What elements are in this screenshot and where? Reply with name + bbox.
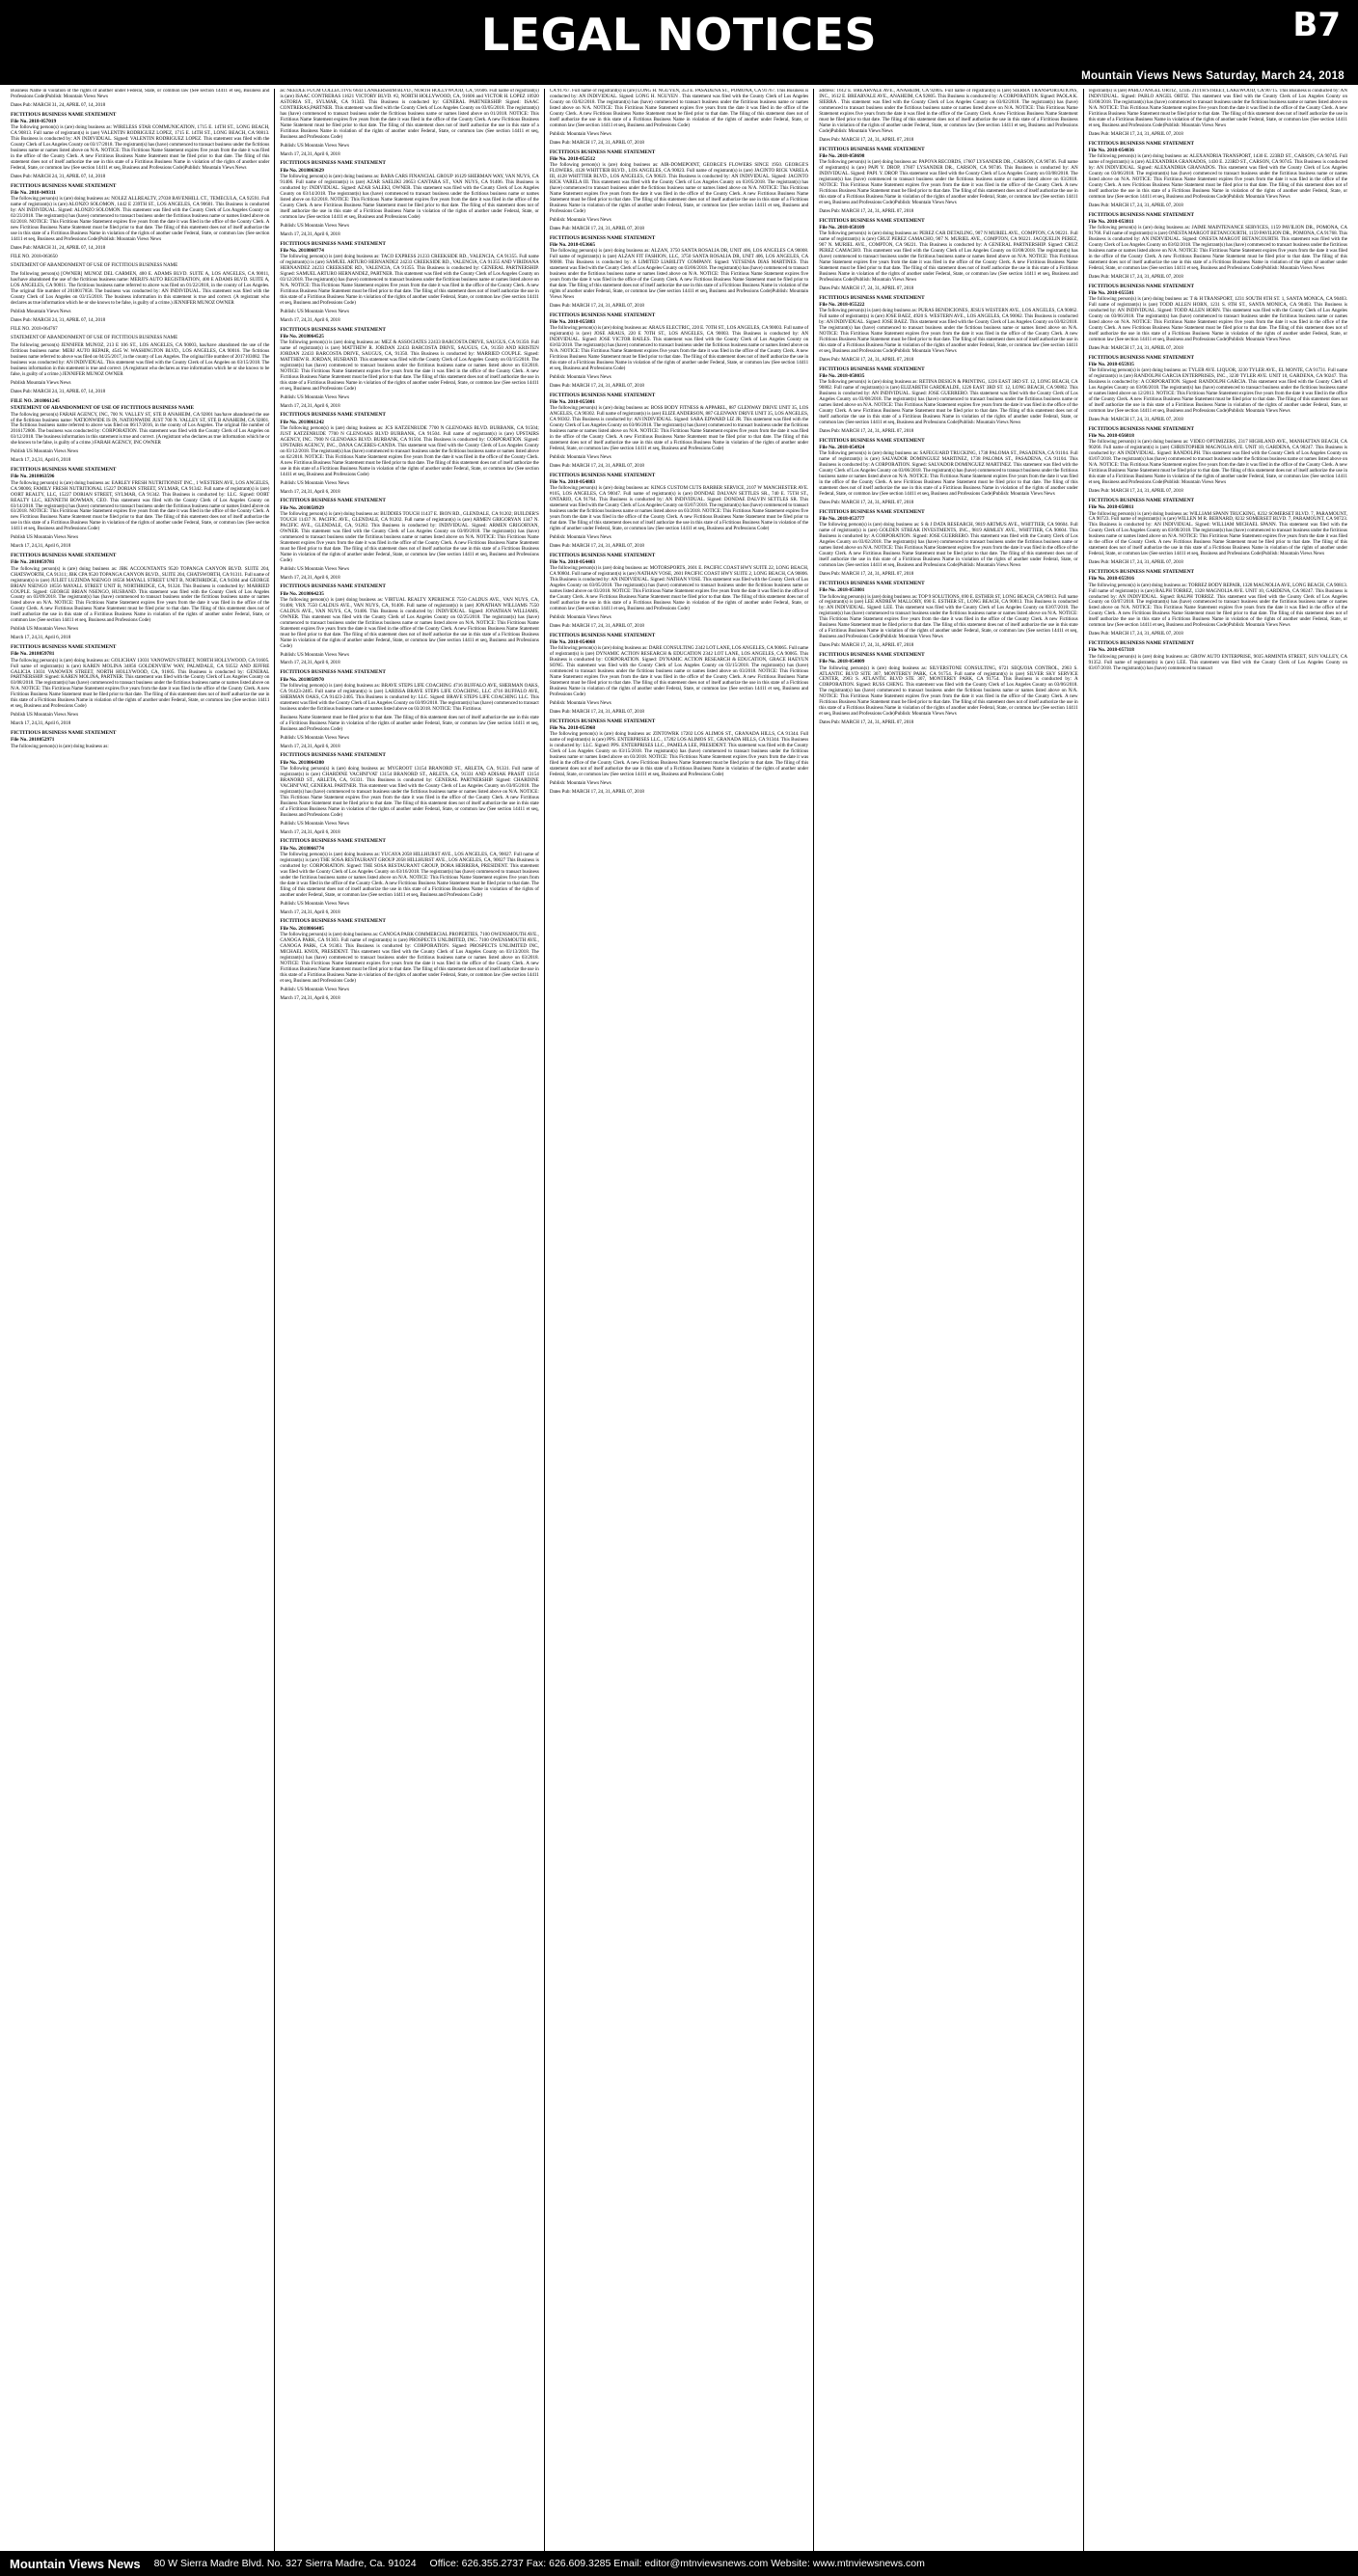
notice-heading: FICTITIOUS BUSINESS NAME STATEMENT [549, 234, 656, 241]
notice-body: Dates Pub: MARCH 17, 24, 31, APRIL 07, 2018 [819, 499, 914, 505]
notice-body: Dates Pub: MARCH 17, 24, 31, APRIL 07, 2018 [549, 542, 644, 549]
notice-body: Dates Pub: MARCH 17, 24, 31, APRIL 07, 2018 [549, 382, 644, 389]
notice-heading: FICTITIOUS BUSINESS NAME STATEMENT [11, 644, 117, 651]
notice-column-2 [275, 89, 544, 2554]
notice-heading: File No. 2018066405 [280, 925, 324, 932]
notice-body: Publish US Mountain Views News [11, 626, 79, 633]
notice-body: March 17, 24,31, April 6, 2018 [280, 908, 340, 915]
notice-heading: FICTITIOUS BUSINESS NAME STATEMENT [280, 240, 386, 247]
notice-heading: File No. 2018-058109 [819, 224, 865, 230]
notice-body: The following person(s) is (are) doing business as: TACO EXPRESS 21233 CREEKSIDE RD., VALENCIA, CA 91355. Full name of registrant(s) is (are) SAMUEL ARTURO HERNANDEZ 24233 CREEKSIDE RD., VALENCIA, CA 91355 AND VIRIDIANA HERNANDEZ 24233 CREEKSIDE RD., VALENCIA, CA 91355. This Business is conducted by: GENERAL PARTNERSHIP. Signed: SAMUEL ARTURO HERNANDEZ, PARTNER. This statement was filed with the County Clerk of Los Angeles County on 03/12/2018. The registrant(s) has (have) commenced to transact business under the fictitious business name or names listed above on N/A. NOTICE: This Fictitious Name Statement expires five years from the date it was filed in the office of the County Clerk. A new Fictitious Business Name Statement must be filed prior to that date. The filing of this statement does not of itself authorize the use in this state of a Fictitious Business Name in violation of the rights of another under Federal, State, or common law (See section 14411 et seq, Business and Professions Code) [280, 254, 539, 306]
notice-body: Dates Pub: MARCH 17, 24, 31, APRIL 07, 2018 [1088, 130, 1183, 137]
notice-heading: File No. 2018-055935 [1088, 362, 1134, 368]
notice-heading: File No. 2018-055222 [819, 301, 865, 308]
notice-body: The following person(s) FARAH AGENCY, INC, 700 N. VALLEY ST, STE B ANAHEIM, CA 92801 has/have abandoned the use of the fictitious business name: NATIONWIDE IS IN, NATIONWIDE JUST 700 N. VALLEY ST, STE B ANAHEIM, CA 92801. The fictitious business name referred to above was filed on 06/17/2016, in the county of Los Angeles. The original file number of 2016172806. The business was conducted by: CORPORATION. This statement was filed with the County Clerk of Los Angeles on 03/12/2018. The business information in this statement is true and correct. (A registrant who declares as true information which he or she knows to be false, is guilty of a crime.) FARAH AGENCY, INC OWNER [11, 411, 270, 447]
notice-body: The following person(s) is (are) doing business as: RETINA DESIGN & PRINTING, 1226 EAST 3RD ST. 12, LONG BEACH, CA 90802. Full name of registrant(s) is (are) ELIZABETH GARDEALDE, 1226 EAST 3RD ST. 12, LONG BEACH, CA 90802. This Business is conducted by: AN INDIVIDUAL. Signed: JOSE GUERRERO. This statement was filed with the County Clerk of Los Angeles County on 03/08/2018. The registrant(s) has (have) commenced to transact business under the fictitious business name or names listed above on N/A. NOTICE: This Fictitious Name Statement expires five years from the date it was filed in the office of the County Clerk. A new Fictitious Business Name Statement must be filed prior to that date. The filing of this statement does not of itself authorize the use in this state of a Fictitious Business Name in violation of the rights of another under Federal, State, or common law (See section 14411 et seq, Business and Professions Code)Publish: Mountain Views News [819, 379, 1078, 425]
notice-body: Publish: Mountain Views News [549, 373, 611, 380]
notice-body: Dates Pub: MARCH 17, 24, 31, APRIL 07, 2018 [549, 708, 644, 715]
notice-body: CA 91767. Full name of registrant(s) is (are) LONG H. NGUYEN, 353 E. PASADENA ST., POMONA, CA 91767. This Business is conducted by: AN INDIVIDUAL. Signed: LONG H. NGUYEN . This statement was filed with the County Clerk of Los Angeles County on 03/02/2018. The registrant(s) has (have) commenced to transact business under the fictitious business name or names listed above on N/A. NOTICE: This Fictitious Name Statement expires five years from the date it was filed in the office of the County Clerk. A new Fictitious Business Name Statement must be filed prior to that date. The filing of this statement does not of itself authorize the use in this state of a Fictitious Business Name in violation of the rights of another under Federal, State, or common law (See section 14411 et seq, Business and Professions Code) [549, 89, 809, 128]
notice-heading: File No. 2018-055501 [1088, 290, 1134, 297]
notice-body: Publish: Mountain Views News [549, 699, 611, 706]
notice-body: Dates Pub: MARCH 17, 24, 31, APRIL 07, 2018 [549, 788, 644, 795]
notice-heading: FICTITIOUS BUSINESS NAME STATEMENT [280, 838, 386, 845]
notice-heading: FICTITIOUS BUSINESS NAME STATEMENT [819, 294, 925, 301]
notice-body: March 17, 24,31, April 6, 2018 [280, 660, 340, 666]
notice-body: STATEMENT OF ABANDONMENT OF USE OF FICTITIOUS BUSINESS NAME [11, 261, 178, 268]
notice-heading: FICTITIOUS BUSINESS NAME STATEMENT [549, 392, 656, 398]
notice-body: Publish: Mountain Views News [549, 533, 611, 540]
notice-body: March 17, 24,31, April 6, 2018 [280, 743, 340, 749]
notice-body: Business Name Statement must be filed prior to that date. The filing of this statement does not of itself authorize the use in this state of a Fictitious Business Name in violation of the rights of another under Federal, State, or common law (See section 14411 et seq, Business and Professions Code) [280, 714, 539, 732]
notice-heading: FICTITIOUS BUSINESS NAME STATEMENT [819, 437, 925, 444]
notice-body: The following person(s) is (are) doing business as: GROW AUTO ENTERPRISE, 9035 ARMINTA STREET, SUN VALLEY, CA 91352. Full name of registrant(s) is (are) LEE. This statement was filed with the County Clerk of Los Angeles County on 03/07/2018. The registrant(s) has (have) commenced to transact [1088, 653, 1348, 671]
notice-heading: File No. 2018-055001 [549, 398, 596, 405]
footer-address: 80 W Sierra Madre Blvd. No. 327 Sierra Madre, Ca. 91024 [153, 2558, 417, 2569]
notice-heading: FICTITIOUS BUSINESS NAME STATEMENT [11, 467, 117, 474]
notice-heading: FICTITIOUS BUSINESS NAME STATEMENT [280, 412, 386, 419]
notice-heading: FICTITIOUS BUSINESS NAME STATEMENT [280, 160, 386, 167]
notice-body: Publish US Mountain Views News [11, 448, 79, 455]
notice-heading: File No. 2018052971 [11, 737, 55, 744]
notice-body: Publish: Mountain Views News [549, 613, 611, 620]
notice-body: Publish: US Mountain Views News [280, 820, 349, 827]
notice-heading: File No. 2018-053801 [819, 587, 865, 594]
notice-heading: File No. 2018-054924 [819, 445, 865, 451]
notice-body: The following person(s) is (are) doing business as: MEZ & ASSOCIATES 22433 BARCOSTA DRIVE, SAUGUS, CA 91350. Full name of registrant(s) is (are) MATTHEW R. JORDAN 22433 BARCOSTA DRIVE, SAUGUS, CA, 91350 AND KRISTEN JORDAN 22433 BARCOSTA DRIVE, SAUGUS, CA, 91350. This Business is conducted by: MARRIED COUPLE. Signed: MATTHEW R. JORDAN, HUSBAND. This statement was filed with the County Clerk of Los Angeles County on 03/15/2018. The registrant(s) has (have) commenced to transact business under the fictitious business name or names listed above on 03/2018. NOTICE: This Fictitious Name Statement expires five years from the date it was filed in the office of the County Clerk. A new Fictitious Business Name Statement must be filed prior to that date. The filing of this statement does not of itself authorize the use in this state of a Fictitious Business Name in violation of the rights of another under Federal, State, or common law (See section 14411 et seq, Business and Professions Code) [280, 339, 539, 392]
notice-heading: FICTITIOUS BUSINESS NAME STATEMENT [819, 508, 925, 515]
notice-heading: FICTITIOUS BUSINESS NAME STATEMENT [1088, 211, 1195, 218]
notice-body: The following person(s) is (are) doing business as: BUDDIES TOUCH 11437 E. IRON RD., GLENDALE, CA 91202; BUILDER'S TOUCH 11437 N. PACIFIC AVE., GLENDALE, CA 91202. Full name of registrant(s) is (are) ARMEN GRIGORYAN 1347 N. PACIFIC AVE., GLENDALE, CA, 91202. This Business is conducted by: INDIVIDUAL. Signed: ARMEN GRIGORYAN, OWNER. This statement was filed with the County Clerk of Los Angeles County on 03/09/2018. The registrant(s) has (have) commenced to transact business under the fictitious business name or names listed above on N/A. NOTICE: This Fictitious Name Statement expires five years from the date it was filed in the office of the County Clerk. A new Fictitious Business Name Statement must be filed prior to that date. The filing of this statement does not of itself authorize the use in this state of a Fictitious Business Name in violation of the rights of another under Federal, State, or common law (See section 14411 et seq, Business and Professions Code) [280, 510, 539, 563]
notice-heading: File No. 2018061242 [280, 419, 324, 425]
notice-heading: FICTITIOUS BUSINESS NAME STATEMENT [549, 718, 656, 724]
notice-body: The following person(s) is (are) doing business as: MYGROOT 13154 BRANORD ST., ARLETA, CA, 91331. Full name of registrant(s) is (are) CHARDINE VACHNI'VAT 13154 BRANORD ST., ARLETA, CA, 91331 AND ADISAK PRASIT 13154 BRANORD ST., ARLETA, CA, 91331. This Business is conducted by: GENERAL PARTNERSHIP. Signed: CHARDINE VACHNI'VAT, GENERAL PARTNER. This statement was filed with the County Clerk of Los Angeles County on 03/05/2018. The registrant(s) has (have) commenced to transact business under the fictitious business name or names listed above on N/A. NOTICE: This Fictitious Name Statement expires five years from the date it was filed in the office of the County Clerk. A new Fictitious Business Name Statement must be filed prior to that date. The filing of this statement does not of itself authorize the use in this state of a Fictitious Business Name in violation of the rights of another under Federal, State, or common law (See section 14411 et seq, Business and Professions Code) [280, 765, 539, 818]
notice-body: Publish Mountain Views News [11, 380, 71, 387]
notice-heading: File No. 2018-053777 [819, 516, 865, 523]
notice-body: The following person(s) is (are) doing business as: ARAUS ELECTRIC, 220 E. 70TH ST., LOS ANGELES, CA 90003. Full name of registrant(s) is (are) JOSE ARAUS, 220 E 70TH ST., LOS ANGELES, CA 90003. This Business is conducted by: AN INDIVIDUAL. Signed: JOSE VICTOR BAILES. This statement was filed with the County Clerk of Los Angeles County on 03/02/2018. The registrant(s) has (have) commenced to transact business under the fictitious business name or names listed above on N/A. NOTICE: This Fictitious Name Statement expires five years from the date it was filed in the office of the County Clerk. A new Fictitious Business Name Statement must be filed prior to that date. The filing of this statement does not of itself authorize the use in this state of a Fictitious Business Name in violation of the rights of another under Federal, State, or common law (See section 14411 et seq, Business and Professions Code) [549, 325, 809, 371]
notice-body: Dates Pub: MARCH 17, 24, 31, APRIL 07, 2018 [819, 207, 914, 214]
notice-heading: File No. 2018-057019 [11, 119, 57, 125]
notice-heading: File No. 2018-056818 [1088, 433, 1134, 440]
notice-body: The following person(s) [OWNER] MUNOZ DEL CARMEN, 400 E. ADAMS BLVD. SUITE A, LOS ANGELES, CA 90011, has/have abandoned the use of the fictitious business name: MERJI'S AUTO REGISTRATION, 400 E ADAMS BLVD. SUITE A, LOS ANGELES, CA 90011. The fictitious business name referred to above was filed on 01/22/2018, in the county of Los Angeles. The original file number of 2018017858. The business was conducted by: AN INDIVIDUAL. This statement was filed with the County Clerk of Los Angeles on 03/15/2018. The business information in this statement is true and correct. (A registrant who declares as true information which he or she knows to be false, is guilty of a crime.) JENNIFER MUNOZ OWNER [11, 270, 270, 306]
notice-heading: File No. 2018064235 [280, 590, 324, 597]
notice-body: Dates Pub: MARCH 17, 24, 31, APRIL 07, 2018 [1088, 202, 1183, 208]
notice-heading: FICTITIOUS BUSINESS NAME STATEMENT [549, 149, 656, 155]
notice-body: Dates Pub: MARCH 17, 24, 31, APRIL 07, 2018 [1088, 488, 1183, 495]
notice-body: Dates Pub: MARCH 24, 31, APRIL 07, 14, 2018 [11, 389, 106, 395]
notice-body: The following person(s) is (are) doing business as: WILLIAM SPANN TRUCKING, 8232 SOMERSET BLVD. 7, PARAMOUNT, CA 90723. Full name of registrant(s) is (are) WILLEN M R. BERNARD, 8232 SOMERSET BLVD. 7, PARAMOUNT, CA 90723. This Business is conducted by: AN INDIVIDUAL. Signed: WILLIAM MICHAEL SPANN. This statement was filed with the County Clerk of Los Angeles County on 03/08/2018. The registrant(s) has (have) commenced to transact business under the fictitious business name or names listed above on N/A. NOTICE: This Fictitious Name Statement expires five years from the date it was filed in the office of the County Clerk. A new Fictitious Business Name Statement must be filed prior to that date. The filing of this statement does not of itself authorize the use in this state of a Fictitious Business Name in violation of the rights of another under Federal, State, or common law (See section 14411 et seq, Business and Professions Code)Publish: Mountain Views News [1088, 510, 1348, 557]
notice-heading: FICTITIOUS BUSINESS NAME STATEMENT [1088, 283, 1195, 289]
notice-body: Publish: US Mountain Views News [280, 900, 349, 907]
notice-body: Dates Pub: MARCH 17, 24, 31, APRIL 07, 2018 [549, 622, 644, 629]
notice-body: address: 1612 E. BREARVALE AVE., ANAHEIM, CA 92805. Full name of registrant(s) is (are) SIERRA TRANSPORTATIONS, INC., 1612 E. BREARVALE AVE., ANAHEIM, CA 92805. This Business is conducted by: A CORPORATION. Signed: PAOLA K. SIERRA . This statement was filed with the County Clerk of Los Angeles County on 03/02/2018. The registrant(s) has (have) commenced to transact business under the fictitious business name or names listed above on N/A. NOTICE: This Fictitious Name Statement expires five years from the date it was filed in the office of the County Clerk. A new Fictitious Business Name Statement must be filed prior to that date. The filing of this statement does not of itself authorize the use in this state of a Fictitious Business Name in violation of the rights of another under Federal, State, or common law (See section 14411 et seq, Business and Professions Code)Publish: Mountain Views News [819, 89, 1078, 134]
notice-body: The following person(s) JENNIFER MUNOZ, 213 E 106 ST., LOS ANGELES, CA 90003, has/have abandoned the use of the fictitious business name: MERJ AUTO REPAIR, 4545 W. WASHINGTON BLVD., LOS ANGELES, CA 90016. The fictitious business name referred to above was filed on 04/25/2017, in the county of Los Angeles. The original file number of 2017103082. The business was conducted by: AN INDIVIDUAL. This statement was filed with the County Clerk of Los Angeles on 03/15/2018. The business information in this statement is true and correct. (A registrant who declares as true information which he or she knows to be false, is guilty of a crime.) JENNIFER MUNOZ OWNER [11, 342, 270, 378]
notice-heading: File No. 2018-054068 [549, 638, 596, 645]
notice-heading: File No. 2018059781 [11, 651, 55, 658]
notice-body: The following person(s) is (are) doing business as: JCS KATZENRUDE 7700 N GLENOAKS BLVD. BURBANK, CA 91504; JUST KATZENRUDE 7700 N GLENOAKS BLVD BURBANK, CA 91504. Full name of registrant(s) is (are) UPSTAIRS AGENCY, INC. 7900 N GLENOAKS BLVD. BURBANK, CA 91504. This Business is conducted by: CORPORATION. Signed: UPSTAIRS AGENCY, INC., DANA CACERES-CANDA. This statement was filed with the County Clerk of Los Angeles County on 03/12/2018. The registrant(s) has (have) commenced to transact business under the fictitious business name or names listed above on 02/2018. NOTICE: This Fictitious Name Statement expires five years from the date it was filed in the office of the County Clerk. A new Fictitious Business Name Statement must be filed prior to that date. The filing of this statement does not of itself authorize the use in this state of a Fictitious Business Name in violation of the rights of another under Federal, State, or common law (See section 14411 et seq, Business and Professions Code) [280, 424, 539, 477]
notice-body: March 17, 24,31, April 6, 2018 [280, 316, 340, 323]
notice-heading: File No. 2018-057318 [1088, 647, 1134, 654]
notice-body: March 17, 24,31, April 6, 2018 [11, 720, 71, 727]
notice-column-3 [545, 89, 814, 2554]
notice-column-1 [6, 89, 275, 2554]
notice-body: The following person(s) is (are) doing business as: SILVERSTONE CONSULTING, 6721 SEQUOIA CONTROL, 2903 S. ATLANTIC BLVD SITE 307, MONTEREY PARK, CA 91754. Full name of registrant(s) is (are) SILVER SKY SERVICE CENTER, 2903 S. ATLANTIC BLVD STE 307, MONTEREY PARK, CA 91754. This Business is conducted by: A CORPORATION. Signed: RUSS CHENG. This statement was filed with the County Clerk of Los Angeles County on 03/06/2018. The registrant(s) has (have) commenced to transact business under the fictitious business name or names listed above on N/A. NOTICE: This Fictitious Name Statement expires five years from the date it was filed in the office of the County Clerk. A new Fictitious Business Name Statement must be filed prior to that date. The filing of this statement does not of itself authorize the use in this state of a Fictitious Business Name in violation of the rights of another under Federal, State, or common law (See section 14411 et seq, Business and Professions Code)Publish: Mountain Views News [819, 664, 1078, 718]
notice-heading: FICTITIOUS BUSINESS NAME STATEMENT [549, 312, 656, 318]
notice-body: March 17, 24,31, April 6, 2018 [11, 635, 71, 641]
notice-body: Dates Pub: MARCH 17, 24, 31, APRIL 07, 2018 [819, 356, 914, 363]
legal-notices-columns [0, 85, 1358, 2554]
notice-body: The following person(s) is (are) doing business as: SAFEGUARD TRUCKING, 1738 PALOMA ST., PASADENA, CA 91104. Full name of registrant(s) is (are) SALVADOR DOMINGUEZ MARTINEZ, 1738 PALOMA ST., PASADENA, CA 91104. This Business is conducted by: A CORPORATION. Signed: SALVADOR DOMINGUEZ MARTINEZ. This statement was filed with the County Clerk of Los Angeles County on 03/06/2018. The registrant(s) has (have) commenced to transact business under the fictitious business name or names listed above on N/A. NOTICE: This Fictitious Name Statement expires five years from the date it was filed in the office of the County Clerk. A new Fictitious Business Name Statement must be filed prior to that date. The filing of this statement does not of itself authorize the use in this state of a Fictitious Business Name in violation of the rights of another under Federal, State, or common law (See section 14411 et seq, Business and Professions Code)Publish: Mountain Views News [819, 450, 1078, 498]
notice-heading: File No. 2018-058698 [819, 152, 865, 159]
notice-heading: File No. 2018-053811 [1088, 218, 1134, 225]
notice-heading: File No. 2018-055916 [1088, 576, 1134, 583]
notice-body: The following person(s) is (are) doing business as: EARLEY FRESH NUTRITIONIST INC., 1 WESTERN AVE, LOS ANGELES, CA 90006; FAMILY FRESH NUTRITIONAL 15227 DORIAN STREET, SYLMAR, CA 91342. Full name of registrant(s) is (are) OORT REALTY, LLC, 15227 DORIAN STREET, SYLMAR, CA 91342. This Business is conducted by: LLC. Signed: OORT REALTY LLC, KENNETH BOWMAN, CEO. This statement was filed with the County Clerk of Los Angeles County on 03/14/2018. The registrant(s) has (have) commenced to transact business under the fictitious business name or names listed above on 03/2018. NOTICE: This Fictitious Name Statement expires five years from the date it was filed in the office of the County Clerk. A new Fictitious Business Name Statement must be filed prior to that date. The filing of this statement does not of itself authorize the use in this state of a Fictitious Business Name in violation of the rights of another under Federal, State, or common law (See section 14411 et seq, Business and Professions Code) [11, 479, 270, 532]
notice-body: The following person(s) is (are) doing business as: VIDEO OPTIMIZERS, 2317 HIGHLAND AVE., MANHATTAN BEACH, CA 90266. Full name of registrant(s) is (are) CHRISTOPHER MAGNOLIA AVE. UNIT 10, GARDENA, CA 90247. This Business is conducted by: AN INDIVIDUAL. Signed: RANDOLPH. This statement was filed with the County Clerk of Los Angeles County on 03/07/2018. The registrant(s) has (have) commenced to transact business under the fictitious business name or names listed above on N/A. NOTICE: This Fictitious Name Statement expires five years from the date it was filed in the office of the County Clerk. A new Fictitious Business Name Statement must be filed prior to that date. The filing of this statement does not of itself authorize the use in this state of a Fictitious Business Name in violation of the rights of another under Federal, State, or common law (See section 14411 et seq, Business and Professions Code)Publish: Mountain Views News [1088, 439, 1348, 486]
notice-heading: FICTITIOUS BUSINESS NAME STATEMENT [819, 217, 925, 224]
notice-heading: FICTITIOUS BUSINESS NAME STATEMENT [280, 498, 386, 504]
footer-paper-name: Mountain Views News [10, 2556, 141, 2571]
notice-body: Publish: US Mountain Views News [280, 651, 349, 658]
notice-body: The following person(s) is (are) doing business as: WIRELESS STAR COMMUNICATION, 1715 E. 14TH ST., LONG BEACH, CA 90813. Full name of registrant(s) is (are) VALENTIN RODRIGUEZ LOPEZ, 1715 E. 14TH ST., LONG BEACH, CA 90813. This Business is conducted by: AN INDIVIDUAL. Signed: VALENTIN RODRIGUEZ LOPEZ. This statement was filed with the County Clerk of Los Angeles County on 03/17/2018. The registrant(s) has (have) commenced to transact business under the fictitious business name or names listed above on N/A. NOTICE: This Fictitious Name Statement expires five years from the date it was filed in the office of the County Clerk. A new Fictitious Business Name Statement must be filed prior to that date. The filing of this statement does not of itself authorize the use in this state of a Fictitious Business Name in violation of the rights of another under Federal, State, or common law (See section 14411 et seq, Business and Professions Code)Publish: Mountain Views News [11, 124, 270, 172]
notice-body: The following person(s) is (are) doing business as: T & H TRANSPORT, 1231 SOUTH 8TH ST. 1, SANTA MONICA, CA 90403. Full name of registrant(s) is (are) TODD ALLEN HORN, 1231 S. 8TH ST., SANTA MONICA, CA 90403. This Business is conducted by: AN INDIVIDUAL. Signed: TODD ALLEN HORN. This statement was filed with the County Clerk of Los Angeles County on 03/06/2018. The registrant(s) has (have) commenced to transact business under the fictitious business name or names listed above on N/A. NOTICE: This Fictitious Name Statement expires five years from the date it was filed in the office of the County Clerk. A new Fictitious Business Name Statement must be filed prior to that date. The filing of this statement does not of itself authorize the use in this state of a Fictitious Business Name in violation of the rights of another under Federal, State, or common law (See section 14411 et seq, Business and Professions Code)Publish: Mountain Views News [1088, 296, 1348, 342]
notice-body: The following person(s) is (are) doing business as: TORREZ BODY REPAIR, 1328 MAGNOLIA AVE, LONG BEACH, CA 90813. Full name of registrant(s) is (are) RALPH TORREZ, 1328 MAGNOLIA AVE. UNIT 10, GARDENA, CA 90247. This Business is conducted by: AN INDIVIDUAL. Signed: RALPH TORREZ. This statement was filed with the County Clerk of Los Angeles County on 03/07/2018. The registrant(s) has (have) commenced to transact business under the fictitious business name or names listed above on N/A. NOTICE: This Fictitious Name Statement expires five years from the date it was filed in the office of the County Clerk. A new Fictitious Business Name Statement must be filed prior to that date. The filing of this statement does not of itself authorize the use in this state of a Fictitious Business Name in violation of the rights of another under Federal, State, or common law (See section 14411 et seq, Business and Professions Code)Publish: Mountain Views News [1088, 582, 1348, 629]
notice-body: Publish: Mountain Views News [549, 453, 611, 460]
notice-heading: File No. 2018064380 [280, 759, 324, 766]
notice-body: Publish Mountain Views News [11, 308, 71, 314]
notice-body: March 17, 24,31, April 6, 2018 [280, 574, 340, 581]
notice-body: Dates Pub: MARCH 17, 24, 31, APRIL 07, 2018 [1088, 344, 1183, 351]
notice-body: The following person(s) is (are) doing business as: BABA CARS FINANCIAL GROUP 16129 SHERMAN WAY, VAN NUYS, CA 91406. Full name of registrant(s) is (are) AZAR SAELIKI 20653 CANTARA ST., VAN NUYS, CA 91406. This Business is conducted by: INDIVIDUAL. Signed: AZAR SALEKI, OWNER. This statement was filed with the County Clerk of Los Angeles County on 03/14/2018. The registrant(s) has (have) commenced to transact business under the fictitious business name or names listed above on 02/2018. NOTICE: This Fictitious Name Statement expires five years from the date it was filed in the office of the County Clerk. A new Fictitious Business Name Statement must be filed prior to that date. The filing of this statement does not of itself authorize the use in this state of a Fictitious Business Name in violation of the rights of another under Federal, State, or common law (See section 14411 et seq, Business and Professions Code) [280, 173, 539, 220]
notice-body: The following person(s) is (are) doing business as: CANOGA PARK COMMERCIAL PROPERTIES, 7100 OWENSMOUTH AVE., CANOGA PARK, CA 91303. Full name of registrant(s) is (are) PROSPECTS UNLIMITED, INC. 7100 OWENSMOUTH AVE., CANOGA PARK, CA 91303. This Business is conducted by: CORPORATION. Signed: PROSPECTS UNLIMITED INC, MICHAEL KNOX, PRESIDENT. This statement was filed with the County Clerk of Los Angeles County on 03/13/2018. The registrant(s) has (have) commenced to transact business under the fictitious business name or names listed above on 03/2018. NOTICE: This Fictitious Name Statement expires five years from the date it was filed in the office of the County Clerk. A new Fictitious Business Name Statement must be filed prior to that date. The filing of this statement does not of itself authorize the use in this state of a Fictitious Business Name in violation of the rights of another under Federal, State, or common law (See section 14411 et seq, Business and Professions Code) [280, 931, 539, 984]
notice-body: Publish: US Mountain Views News [280, 986, 349, 992]
notice-body: The following person(s) is (are) doing business as: ALEXANDRIA TRANSPORT, 1430 E. 223RD ST., CARSON, CA 90745. Full name of registrant(s) is (are) ALEXANDRIA GRANADOS, 1430 E. 223RD ST., CARSON, CA 90745. This Business is conducted by: AN INDIVIDUAL. Signed: ALEXANDRIA GRANADOS. This statement was filed with the County Clerk of Los Angeles County on 03/06/2018. The registrant(s) has (have) commenced to transact business under the fictitious business name or names listed above on N/A. NOTICE: This Fictitious Name Statement expires five years from the date it was filed in the office of the County Clerk. A new Fictitious Business Name Statement must be filed prior to that date. The filing of this statement does not of itself authorize the use in this state of a Fictitious Business Name in violation of the rights of another under Federal, State, or common law (See section 14411 et seq, Business and Professions Code)Publish: Mountain Views News [1088, 153, 1348, 200]
notice-body: The following person(s) is (are) doing business as: MOTORSPORTS, 2601 E. PACIFIC COAST HWY SUITE 22, LONG BEACH, CA 90804. Full name of registrant(s) is (are) NATHAN VOSE, 2601 PACIFIC COAST HWY SUITE 2, LONG BEACH, CA 90806. This Business is conducted by: AN INDIVIDUAL. Signed: NATHAN VOSE. This statement was filed with the County Clerk of Los Angeles County on 03/05/2018. The registrant(s) has (have) commenced to transact business under the fictitious business name or names listed above on 03/2018. NOTICE: This Fictitious Name Statement expires five years from the date it was filed in the office of the County Clerk. A new Fictitious Business Name Statement must be filed prior to that date. The filing of this statement does not of itself authorize the use in this state of a Fictitious Business Name in violation of the rights of another under Federal, State, or common law (See section 14411 et seq, Business and Professions Code) [549, 565, 809, 611]
notice-heading: File No. 2018-054036 [1088, 147, 1134, 153]
notice-body: March 17, 24,31, April 6, 2018 [280, 230, 340, 237]
page-footer [0, 2551, 1358, 2576]
notice-body: The following person(s) is (are) doing business as: TOP 9 SOLUTIONS, 690 E. ESTHER ST, LONG BEACH, CA 90813. Full name of registrant(s) is (are) LEE ANDREW MALLORY, 690 E. ESTHER ST., LONG BEACH, CA 90813. This Business is conducted by: AN INDIVIDUAL. Signed: LEE. This statement was filed with the County Clerk of Los Angeles County on 03/07/2018. The registrant(s) has (have) commenced to transact business under the fictitious business name or names listed above on N/A. NOTICE: This Fictitious Name Statement expires five years from the date it was filed in the office of the County Clerk. A new Fictitious Business Name Statement must be filed prior to that date. The filing of this statement does not of itself authorize the use in this state of a Fictitious Business Name in violation of the rights of another under Federal, State, or common law (See section 14411 et seq, Business and Professions Code)Publish: Mountain Views News [819, 593, 1078, 640]
notice-heading: FICTITIOUS BUSINESS NAME STATEMENT [1088, 140, 1195, 147]
notice-heading: File No. 2018060774 [280, 247, 324, 254]
notice-body: Dates Pub: MARCH 17, 24, 31, APRIL 07, 2018 [1088, 559, 1183, 566]
notice-heading: FICTITIOUS BUSINESS NAME STATEMENT [1088, 354, 1195, 361]
notice-body: STATEMENT OF ABANDONMENT OF USE OF FICTITIOUS BUSINESS NAME [11, 334, 178, 340]
notice-body: Publish: US Mountain Views News [280, 734, 349, 741]
notice-heading: File No. 2018066774 [280, 845, 324, 852]
notice-body: Publish: US Mountain Views News [280, 142, 349, 149]
notice-body: Dates Pub: MARCH 17, 24, 31, APRIL 07, 2018 [1088, 416, 1183, 422]
notice-heading: File No. 2018-053968 [549, 724, 596, 731]
notice-body: Dates Pub: MARCH 31, 24, APRIL 07, 14, 2018 [11, 101, 106, 108]
notice-body: as: NEEDLE FUCM COLLECTIVE 6643 LANKERSHIM BLVD., NORTH HOLLYWOOD, CA, 91606. Full name of registrant(s) is (are) ISAAC CONTRERAS 11621 VICTORY BLVD. #2, NORTH HOLLYWOOD, CA, 91606 and VICTOR H. LOPEZ 10920 ASTORIA ST., SYLMAR, CA 91343. This Business is conducted by: GENERAL PARTNERSHIP. Signed: ISAAC CONTRERAS,PARTNER. This statement was filed with the County Clerk of Los Angeles County on 03/05/2018. The registrant(s) has (have) commenced to transact business under the fictitious business name or names listed above on 01/2018. NOTICE: This Fictitious Name Statement expires five years from the date it was filed in the office of the County Clerk. A new Fictitious Business Name Statement must be filed prior to that date. The filing of this statement does not of itself authorize the use in this state of a Fictitious Business Name in violation of the rights of another under Federal, State, or common law (See section 14411 et seq, Business and Professions Code) [280, 89, 539, 140]
notice-body: March 17, 24,31, April 6, 2018 [280, 402, 340, 409]
page-title: LEGAL NOTICES [480, 9, 878, 61]
notice-body: The following person(s) is (are) doing business as: S & J DATA RESEARCH, 9819 ARTMUS AVE., WHITTIER, CA 90604. Full name of registrant(s) is (are) GOLDEN STREAK INVESTMENTS, INC., 9819 ARMLEY AVE., WHITTIER, CA 90604. This Business is conducted by: A CORPORATION. Signed: JOSE GUERRERO. This statement was filed with the County Clerk of Los Angeles County on 03/02/2018. The registrant(s) has (have) commenced to transact business under the fictitious business name or names listed above on N/A. NOTICE: This Fictitious Name Statement expires five years from the date it was filed in the office of the County Clerk. A new Fictitious Business Name Statement must be filed prior to that date. The filing of this statement does not of itself authorize the use in this state of a Fictitious Business Name in violation of the rights of another under Federal, State, or common law (See section 14411 et seq, Business and Professions Code)Publish: Mountain Views News [819, 522, 1078, 569]
notice-body: Dates Pub: MARCH 17, 24, 31, APRIL 07, 2018 [819, 136, 914, 143]
notice-body: The following person(s) is (are) doing business as: KINGS CUSTOM CUTS BARBER SERVICE, 2107 W MANCHESTER AVE. #105, LOS ANGELES, CA 90047. Full name of registrant(s) is (are) DONDAE DALVAN SETTLES SR., 740 E. 75TH ST., ONTARIO, CA 91764. This Business is conducted by: AN INDIVIDUAL. Signed: DONDAE DALVIN SETTLES SR. This statement was filed with the County Clerk of Los Angeles County on 03/07/2018. The registrant(s) has (have) commenced to transact business under the fictitious business name or names listed above on 03/2018. NOTICE: This Fictitious Name Statement expires five years from the date it was filed in the office of the County Clerk. A new Fictitious Business Name Statement must be filed prior to that date. The filing of this statement does not of itself authorize the use in this state of a Fictitious Business Name in violation of the rights of another under Federal, State, or common law (See section 14411 et seq, Business and Professions Code) [549, 485, 809, 531]
notice-body: FILE NO. 2018-064767 [11, 325, 58, 332]
notice-body: Publish: Mountain Views News [549, 130, 611, 137]
notice-column-5 [1084, 89, 1352, 2554]
notice-body: Dates Pub: MARCH 17, 24, 31, APRIL 07, 2018 [549, 462, 644, 469]
notice-heading: FICTITIOUS BUSINESS NAME STATEMENT [280, 752, 386, 759]
notice-body: The following person(s) is (are) doing business as: TYLER AVE. LIQUOR, 3230 TYLER AVE., EL MONTE, CA 91731. Full name of registrant(s) is (are) RANDOLPH GARCIA ENTERPRISES, INC., 3230 TYLER AVE. UNIT 10, GARDENA, CA 90247. This Business is conducted by: A CORPORATION. Signed: RANDOLPH GARCIA. This statement was filed with the County Clerk of Los Angeles County on 03/06/2018. The registrant(s) has (have) commenced to transact business under the fictitious business name or names listed above on 12/2013. NOTICE: This Fictitious Name Statement expires five years from the date it was filed in the office of the County Clerk. A new Fictitious Business Name Statement must be filed prior to that date. The filing of this statement does not of itself authorize the use in this state of a Fictitious Business Name in violation of the rights of another under Federal, State, or common law (See section 14411 et seq, Business and Professions Code)Publish: Mountain Views News [1088, 367, 1348, 415]
notice-heading: FICTITIOUS BUSINESS NAME STATEMENT [549, 472, 656, 478]
notice-heading: FICTITIOUS BUSINESS NAME STATEMENT [1088, 640, 1195, 647]
notice-body: Dates Pub: MARCH 17, 24, 31, APRIL 07, 2018 [819, 719, 914, 726]
notice-heading: FICTITIOUS BUSINESS NAME STATEMENT [1088, 425, 1195, 432]
page-number: B7 [1292, 6, 1341, 44]
notice-heading: FILE NO. 2018061245 [11, 398, 60, 405]
notice-heading: FICTITIOUS BUSINESS NAME STATEMENT [549, 552, 656, 558]
notice-heading: FICTITIOUS BUSINESS NAME STATEMENT [280, 918, 386, 925]
notice-body: March 17, 24,31, April 6, 2018 [11, 543, 71, 550]
notice-heading: STATEMENT OF ABANDONMENT OF USE OF FICTITIOUS BUSINESS NAME [11, 405, 195, 412]
notice-body: The following person(s) is (are) doing business as: [11, 743, 109, 749]
notice-heading: FICTITIOUS BUSINESS NAME STATEMENT [11, 111, 117, 118]
notice-body: Dates Pub: MARCH 24, 31, APRIL 07, 14, 2018 [11, 316, 106, 323]
notice-body: The following person(s) is (are) doing business as: BRAVE STEPS LIFE COACHING 4716 BUFFALO AVE, SHERMAN OAKS, CA 91423-2405. Full name of registrant(s) is (are) LARISSA BRAVE STEPS LIFE COACHING, LLC 4716 BUFFALO AVE, SHERMAN OAKS, CA 91423-2405. This Business is conducted by: LLC. Signed: BRAVE STEPS LIFE COACHING LLC. This statement was filed with the County Clerk of Los Angeles County on 03/09/2018. The registrant(s) has (have) commenced to transact business under the fictitious business name or names listed above on 03/2018. NOTICE: This Fictitious [280, 682, 539, 712]
notice-heading: FICTITIOUS BUSINESS NAME STATEMENT [1088, 498, 1195, 504]
notice-body: The following person(s) is (are) doing business as: JAIME MAINTENANCE SERVICES, 1159 PAVILION DR., POMONA, CA 91768. Full name of registrant(s) is (are) ONESTA MARGOT BETANCOURTH, 1159 PAVILION DR., POMONA, CA 91768. This Business is conducted by: AN INDIVIDUAL. Signed: ONESTA MARGOT BETANCOURTH. This statement was filed with the County Clerk of Los Angeles County on 03/02/2018. The registrant(s) has (have) commenced to transact business under the fictitious business name or names listed above on N/A. NOTICE: This Fictitious Name Statement expires five years from the date it was filed in the office of the County Clerk. A new Fictitious Business Name Statement must be filed prior to that date. The filing of this statement does not of itself authorize the use in this state of a Fictitious Business Name in violation of the rights of another under Federal, State, or common law (See section 14411 et seq, Business and Professions Code)Publish: Mountain Views News [1088, 225, 1348, 271]
notice-heading: File No. 2018064525 [280, 333, 324, 339]
notice-heading: File No. 2018-054403 [549, 558, 596, 565]
notice-heading: File No. 2018059781 [11, 559, 55, 566]
notice-heading: FICTITIOUS BUSINESS NAME STATEMENT [11, 182, 117, 189]
notice-body: The following person(s) is (are) doing business as: ALZAN, 3750 SANTA ROSALIA DR, UNIT 406, LOS ANGELES CA 90008. Full name of registrant(s) is (are) ALZAN FIT FASHION, LLC, 3750 SANTA ROSALIA DR, UNIT 406, LOS ANGELES, CA 90008. This Business is conducted by: A LIMITED LIABILITY COMPANY. Signed: YETSENIA DIAS MARTINES. This statement was filed with the County Clerk of Los Angeles County on 03/06/2018. The registrant(s) has (have) commenced to transact business under the fictitious business name or names listed above on N/A. NOTICE: This Fictitious Name Statement expires five years from the date it was filed in the office of the County Clerk. A new Fictitious Business Name Statement must be filed prior to that date. The filing of this statement does not of itself authorize the use in this state of a Fictitious Business Name in violation of the rights of another under Federal, State, or common law (See section 14411 et seq, Business and Professions Code)Publish: Mountain Views News [549, 248, 809, 300]
notice-body: Dates Pub: MARCH 17, 24, 31, APRIL 07, 2018 [1088, 273, 1183, 280]
notice-heading: FICTITIOUS BUSINESS NAME STATEMENT [280, 669, 386, 676]
notice-heading: File No. 2018058970 [280, 676, 324, 683]
notice-body: The following person(s) is (are) doing business as: PURAS BENDICIONES, JESUS WESTERN AVE., LOS ANGELES, CA 90062. Full name of registrant(s) is (are) JOSE BAEZ, 4920 S. WESTERN AVE., LOS ANGELES, CA 90062. This Business is conducted by: AN INDIVIDUAL. Signed: JOSE BAEZ. This statement was filed with the County Clerk of Los Angeles County on 03/02/2018. The registrant(s) has (have) commenced to transact business under the fictitious business name or names listed above on N/A. NOTICE: This Fictitious Name Statement expires five years from the date it was filed in the office of the County Clerk. A new Fictitious Business Name Statement must be filed prior to that date. The filing of this statement does not of itself authorize the use in this state of a Fictitious Business Name in violation of the rights of another under Federal, State, or common law (See section 14411 et seq, Business and Professions Code)Publish: Mountain Views News [819, 308, 1078, 354]
notice-body: registrant(s) is (are) PABLO ANGEL ORTIZ, 12345 211TH STREET, LAKEWOOD, CA 90715. This Business is conducted by: AN INDIVIDUAL. Signed: PABLO ANGEL ORTIZ. This statement was filed with the County Clerk of Los Angeles County on 03/08/2018. The registrant(s) has (have) commenced to transact business under the fictitious business name or names listed above on N/A. NOTICE: This Fictitious Name Statement expires five years from the date it was filed in the office of the County Clerk. A new Fictitious Business Name Statement must be filed prior to that date. The filing of this statement does not of itself authorize the use in this state of a Fictitious Business Name in violation of the rights of another under Federal, State, or common law (See section 14411 et seq, Business and Professions Code)Publish: Mountain Views News [1088, 89, 1348, 128]
notice-heading: File No. 2018-058035 [819, 373, 865, 380]
notice-heading: File No. 2018-049311 [11, 190, 56, 197]
notice-body: The following person(s) is (are) doing business as: PEREZ CAR DETAILING, 907 N MURIEL AVE., COMPTON, CA 90221. Full name of registrant(s) is (are) CRUZ PEREZ CAMACHO, 907 N. MURIEL AVE., COMPTON, CA 90221. JACQUELIN PEREZ, 907 N. MURIEL AVE., COMPTON, CA 90221. This Business is conducted by: A GENERAL PARTNERSHIP. Signed: CRUZ PEREZ CAMACHO. This statement was filed with the County Clerk of Los Angeles County on 03/08/2018. The registrant(s) has (have) commenced to transact business under the fictitious business name or names listed above on N/A. NOTICE: This Fictitious Name Statement expires five years from the date it was filed in the office of the County Clerk. A new Fictitious Business Name Statement must be filed prior to that date. The filing of this statement does not of itself authorize the use in this state of a Fictitious Business Name in violation of the rights of another under Federal, State, or common law (See section 14411 et seq, Business and Professions Code)Publish: Mountain Views News [819, 230, 1078, 283]
notice-body: The following person(s) is (are) doing business as: NOLEZ ALLREALTY, 27038 RAVENHILL CT., TEMECULA, CA 92591. Full name of registrant(s) is (are) ALONZO SOLOMON, 1442 E 239TH ST., LOS ANGELES, CA 90601. This Business is conducted by: AN INDIVIDUAL. Signed: ALONZO SOLOMON. This statement was filed with the County Clerk of Los Angeles County on 02/23/2018. The registrant(s) has (have) commenced to transact business under the fictitious business name or names listed above on 02/2018. NOTICE: This Fictitious Name Statement expires five years from the date it was filed in the office of the County Clerk. A new Fictitious Business Name Statement must be filed prior to that date. The filing of this statement does not of itself authorize the use in this state of a Fictitious Business Name in violation of the rights of another under Federal, State, or common law (See section 14411 et seq, Business and Professions Code)Publish: Mountain Views News [11, 196, 270, 243]
masthead-subhead: Mountain Views News Saturday, March 24, 2018 [0, 69, 1358, 85]
notice-heading: File No. 2018-052512 [549, 155, 596, 162]
notice-body: March 17, 24,31, April 6, 2018 [280, 994, 340, 1001]
notice-body: Publish: US Mountain Views News [280, 393, 349, 400]
notice-body: Dates Pub: MARCH 17, 24, 31, APRIL 07, 2018 [549, 225, 644, 231]
notice-body: Dates Pub: MARCH 17, 24, 31, APRIL 07, 2018 [819, 427, 914, 434]
notice-body: Publish: US Mountain Views News [280, 565, 349, 572]
notice-heading: FICTITIOUS BUSINESS NAME STATEMENT [11, 730, 117, 737]
notice-heading: File No. 2018-058011 [1088, 504, 1134, 511]
notice-body: Publish: Mountain Views News [549, 779, 611, 786]
notice-heading: File No. 2018063629 [280, 167, 324, 174]
notice-body: The following person(s) is (are) doing business as: DARE CONSULTING 2342 LOT LANE, LOS ANGELES, CA 90065. Full name of registrant(s) is (are) DYNAMIC ACTION RESEARCH & EDUCATION 2342 LOT LANE, LOS ANGELES, CA 90065. This Business is conducted by: CORPORATION. Signed: DYNAMIC ACTION RESEARCH & EDUCATION, GRACE HAEYUN SONG. This statement was filed with the County Clerk of Los Angeles County on 03/15/2018. The registrant(s) has (have) commenced to transact business under the fictitious business name or names listed above on 03/2018. NOTICE: This Fictitious Name Statement expires five years from the date it was filed in the office of the County Clerk. A new Fictitious Business Name Statement must be filed prior to that date. The filing of this statement does not of itself authorize the use in this state of a Fictitious Business Name in violation of the rights of another under Federal, State, or common law (See section 14411 et seq, Business and Professions Code) [549, 645, 809, 697]
notice-column-4 [814, 89, 1083, 2554]
footer-contact: Office: 626.355.2737 Fax: 626.609.3285 Email: editor@mtnviewsnews.com Website: www.mtnviewsnews.com [429, 2558, 925, 2569]
notice-heading: File No. 2018-053665 [549, 241, 596, 248]
notice-heading: FICTITIOUS BUSINESS NAME STATEMENT [819, 146, 925, 152]
notice-body: Dates Pub: MARCH 24, 31, APRIL 07, 14, 2018 [11, 173, 106, 179]
masthead [0, 0, 1358, 69]
notice-body: Publish: US Mountain Views News [280, 479, 349, 486]
notice-body: The following person(s) is (are) doing business as: AIR-DOMEPOINT, GEORGE'S FLOWERS SINCE 1950. GEORGE'S FLOWERS, 4128 WHITTIER BLVD., LOS ANGELES, CA 90023. Full name of registrant(s) is (are) JACINTO RICK VARELA III, 4128 WHITTIER BLVD., LOS ANGELES, CA 90023. This Business is conducted by: AN INDIVIDUAL. Signed: JACINTO RICK VARELA III. This statement was filed with the County Clerk of Los Angeles County on 03/05/2018. The registrant(s) has (have) commenced to transact business under the fictitious business name or names listed above on N/A. NOTICE: This Fictitious Name Statement expires five years from the date it was filed in the office of the County Clerk. A new Fictitious Business Name Statement must be filed prior to that date. The filing of this statement does not of itself authorize the use in this state of a Fictitious Business Name in violation of the rights of another under Federal, State, or common law (See section 14411 et seq, Business and Professions Code) [549, 162, 809, 214]
notice-heading: FICTITIOUS BUSINESS NAME STATEMENT [819, 366, 925, 372]
notice-body: Dates Pub: MARCH 17, 24, 31, APRIL 07, 2018 [549, 139, 644, 146]
notice-body: Dates Pub: MARCH 17, 24, 31, APRIL 07, 2018 [549, 302, 644, 309]
notice-heading: FICTITIOUS BUSINESS NAME STATEMENT [549, 632, 656, 638]
notice-body: The following person(s) is (are) doing business as: GOLICHAY 13031 VANOWEN STREET, NORTH HOLLYWOOD, CA 91605. Full name of registrant(s) is (are) KAREN MOLINA 34856 GOLDENVIEW WAY, PALMDALE, CA 93552 AND JEFFRE GALICIA 13031 VANOWEN STREET, NORTH HOLLYWOOD, CA, 91605. This Business is conducted by: GENERAL PARTNERSHIP. Signed: KAREN MOLINA, PARTNER. This statement was filed with the County Clerk of Los Angeles County on 03/08/2018. The registrant(s) has (have) commenced to transact business under the fictitious business name or names listed above on N/A. NOTICE: This Fictitious Name Statement expires five years from the date it was filed in the office of the County Clerk. A new Fictitious Business Name Statement must be filed prior to that date. The filing of this statement does not of itself authorize the use in this state of a Fictitious Business Name in violation of the rights of another under Federal, State, or common law (See section 14411 et seq, Business and Professions Code) [11, 657, 270, 710]
notice-body: Dates Pub: MARCH 17, 24, 31, APRIL 07, 2018 [819, 642, 914, 649]
notice-heading: FICTITIOUS BUSINESS NAME STATEMENT [280, 326, 386, 333]
notice-heading: FICTITIOUS BUSINESS NAME STATEMENT [1088, 569, 1195, 576]
notice-heading: FICTITIOUS BUSINESS NAME STATEMENT [819, 652, 925, 659]
notice-body: March 17, 24,31, April 6, 2018 [11, 457, 71, 464]
notice-body: Publish: US Mountain Views News [280, 222, 349, 229]
notice-body: The following person(s) is (are) doing business as: BOSS BODY FITNESS & APPAREL, 887 GLENWAY DRIVE UNIT 35, LOS ANGELES, CA 90302. Full name of registrant(s) is (are) ELIZE ANDERSON, 887 GLENWAY DRIVE UNIT 35, LOS ANGELES, CA 90302. This Business is conducted by: AN INDIVIDUAL. Signed: SARA EDWARD LIZ JR. This statement was filed with the County Clerk of Los Angeles County on 03/06/2018. The registrant(s) has (have) commenced to transact business under the fictitious business name or names listed above on N/A. NOTICE: This Fictitious Name Statement expires five years from the date it was filed in the office of the County Clerk. A new Fictitious Business Name Statement must be filed prior to that date. The filing of this statement does not of itself authorize the use in this state of a Fictitious Business Name in violation of the rights of another under Federal, State, or common law (See section 14411 et seq, Business and Professions Code) [549, 405, 809, 451]
notice-body: Publish US Mountain Views News [11, 534, 79, 541]
notice-body: March 17, 24,31, April 6, 2018 [280, 828, 340, 835]
notice-body: The following person(s) is (are) doing business as: ZINTOWRK 17202 LOS ALIMOS ST., GRANADA HILLS, CA 91344. Full name of registrant(s) is (are) PPS. ENTERPRISES LLC., 17202 LOS ALIMOS ST., GRANADA HILLS, CA 91344. This Business is conducted by: LLC. Signed: PPS. ENTERPRISES LLC., PAMELA LEE, PRESIDENT. This statement was filed with the County Clerk of Los Angeles County on 03/15/2018. The registrant(s) has (have) commenced to transact business under the fictitious business name or names listed above on 03/2018. NOTICE: This Fictitious Name Statement expires five years from the date it was filed in the office of the County Clerk. A new Fictitious Business Name Statement must be filed prior to that date. The filing of this statement does not of itself authorize the use in this state of a Fictitious Business Name in violation of the rights of another under Federal, State, or common law (See section 14411 et seq, Business and Professions Code) [549, 731, 809, 777]
notice-heading: FICTITIOUS BUSINESS NAME STATEMENT [11, 553, 117, 559]
notice-body: Publish: US Mountain Views News [280, 308, 349, 314]
notice-heading: File No. 2018-054009 [819, 659, 865, 665]
notice-body: The following person(s) is (are) doing business as: YUCAYA 2058 HILLHURST AVE., LOS ANGELES, CA, 90027. Full name of registrant(s) is (are) THE SOSA RESTAURANT GROUP 2058 HILLHURST AVE., LOS ANGELES, CA, 90027 This Business is conducted by: CORPORATION. Signed: THE SOSA RESTAURANT GROUP, DORA HERRERA, PRESIDENT. This statement was filed with the County Clerk of Los Angeles County on 03/16/2018. The registrant(s) has (have) commenced to transact business under the fictitious business name or names listed above on N/A. NOTICE: This Fictitious Name Statement expires five years from the date it was filed in the office of the County Clerk. A new Fictitious Business Name Statement must be filed prior to that date. The filing of this statement does not of itself authorize the use in this state of a Fictitious Business Name in violation of the rights of another under Federal, State, or common law (See section 14411 et seq, Business and Professions Code) [280, 851, 539, 898]
notice-body: Dates Pub: MARCH 17, 24, 31, APRIL 07, 2018 [1088, 631, 1183, 637]
notice-heading: File No. 2018-054883 [549, 478, 596, 485]
notice-body: Publish US Mountain Views News [11, 712, 79, 719]
notice-heading: File No. 2018058929 [280, 504, 324, 511]
notice-heading: FICTITIOUS BUSINESS NAME STATEMENT [280, 583, 386, 590]
notice-body: The following person(s) is (are) doing business as: JBK ACCOUNTANTS 9520 TOPANGA CANYON BLVD. SUITE 204, CHATSWORTH, CA 91311; JBK CPA 9520 TOPANGA CANYON BLVD., SUITE 204, CHATSWORTH, CA 91311. Full name of registrant(s) is (are) JULIET LUZINDA NSENGO 18556 MAYALL STREET UNIT B, NORTHRIDGE, CA 94304 and GEORGE BRIAN NSENGO 18556 MAYALL STREET UNIT B, NORTHRIDGE, CA, 91324. This Business is conducted by: MARRIED COUPLE. Signed: GEORGE BRIAN NSENGO, HUSBAND. This statement was filed with the County Clerk of Los Angeles County on 03/09/2018. The registrant(s) has (have) commenced to transact business under the fictitious business name or names listed above on N/A. NOTICE: This Fictitious Name Statement expires five years from the date it was filed in the office of the County Clerk. A new Fictitious Business Name Statement must be filed prior to that date. The filing of this statement does not of itself authorize the use in this state of a Fictitious Business Name in violation of the rights of another under Federal, State, or common law (See section 14411 et seq, Business and Professions Code) [11, 565, 270, 624]
notice-body: March 17, 24,31, April 6, 2018 [280, 488, 340, 495]
notice-heading: FICTITIOUS BUSINESS NAME STATEMENT [819, 581, 925, 586]
notice-heading: File No. 2018-055883 [549, 318, 596, 325]
notice-body: FILE NO. 2018-063650 [11, 254, 58, 260]
notice-body: The following person(s) is (are) doing business as: PAPOVA RECORDS, 17607 LYSANDER DR., CARSON, CA 90746. Full name of registrant(s) is (are) PAPI Y. DROP, 17607 LYSANDER DR., CARSON, CA 90746. This Business is conducted by: AN INDIVIDUAL. Signed: PAPI. Y. DROP. This statement was filed with the County Clerk of Los Angeles County on 03/08/2018. The registrant(s) has (have) commenced to transact business under the fictitious business name or names listed above on 03/2018. NOTICE: This Fictitious Name Statement expires five years from the date it was filed in the office of the County Clerk. A new Fictitious Business Name Statement must be filed prior to that date. The filing of this statement does not of itself authorize the use in this state of a Fictitious Business Name in violation of the rights of another under Federal, State, or common law (See section 14411 et seq, Business and Professions Code)Publish: Mountain Views News [819, 159, 1078, 205]
notice-body: Dates Pub: MARCH 17, 24, 31, APRIL 07, 2018 [819, 571, 914, 578]
notice-heading: File No. 2018063596 [11, 474, 55, 480]
notice-body: Business Name in violation of the rights of another under Federal, State, or common law (See section 14411 et seq, Business and Professions Code)Publish: Mountain Views News [11, 89, 270, 99]
notice-body: March 17, 24,31, April 6, 2018 [280, 150, 340, 157]
notice-body: Dates Pub: MARCH 31, 24, APRIL 07, 14, 2018 [11, 245, 106, 252]
notice-body: The following person(s) is (are) doing business as: VIRTUAL REALTY XPERIENCE 7550 CALDUS AVE., VAN NUYS, CA, 91406; VRX 7550 CALDUS AVE., VAN NUYS, CA, 91406. Full name of registrant(s) is (are) JONATHAN WILLIAMS 7550 CALDUS AVE., VAN NUYS, CA, 91406. This Business is conducted by: INDIVIDUAL. Signed: JONATHAN WILLIAMS, OWNER. This statement was filed with the County Clerk of Los Angeles County on 02/25/2018. The registrant(s) has (have) commenced to transact business under the fictitious business name or names listed above on N/A. NOTICE: This Fictitious Name Statement expires five years from the date it was filed in the office of the County Clerk. A new Fictitious Business Name Statement must be filed prior to that date. The filing of this statement does not of itself authorize the use in this state of a Fictitious Business Name in violation of the rights of another under Federal, State, or common law (See section 14411 et seq, Business and Professions Code) [280, 596, 539, 649]
notice-body: Publish: Mountain Views News [549, 216, 611, 223]
notice-body: Dates Pub: MARCH 17, 24, 31, APRIL 07, 2018 [819, 285, 914, 291]
